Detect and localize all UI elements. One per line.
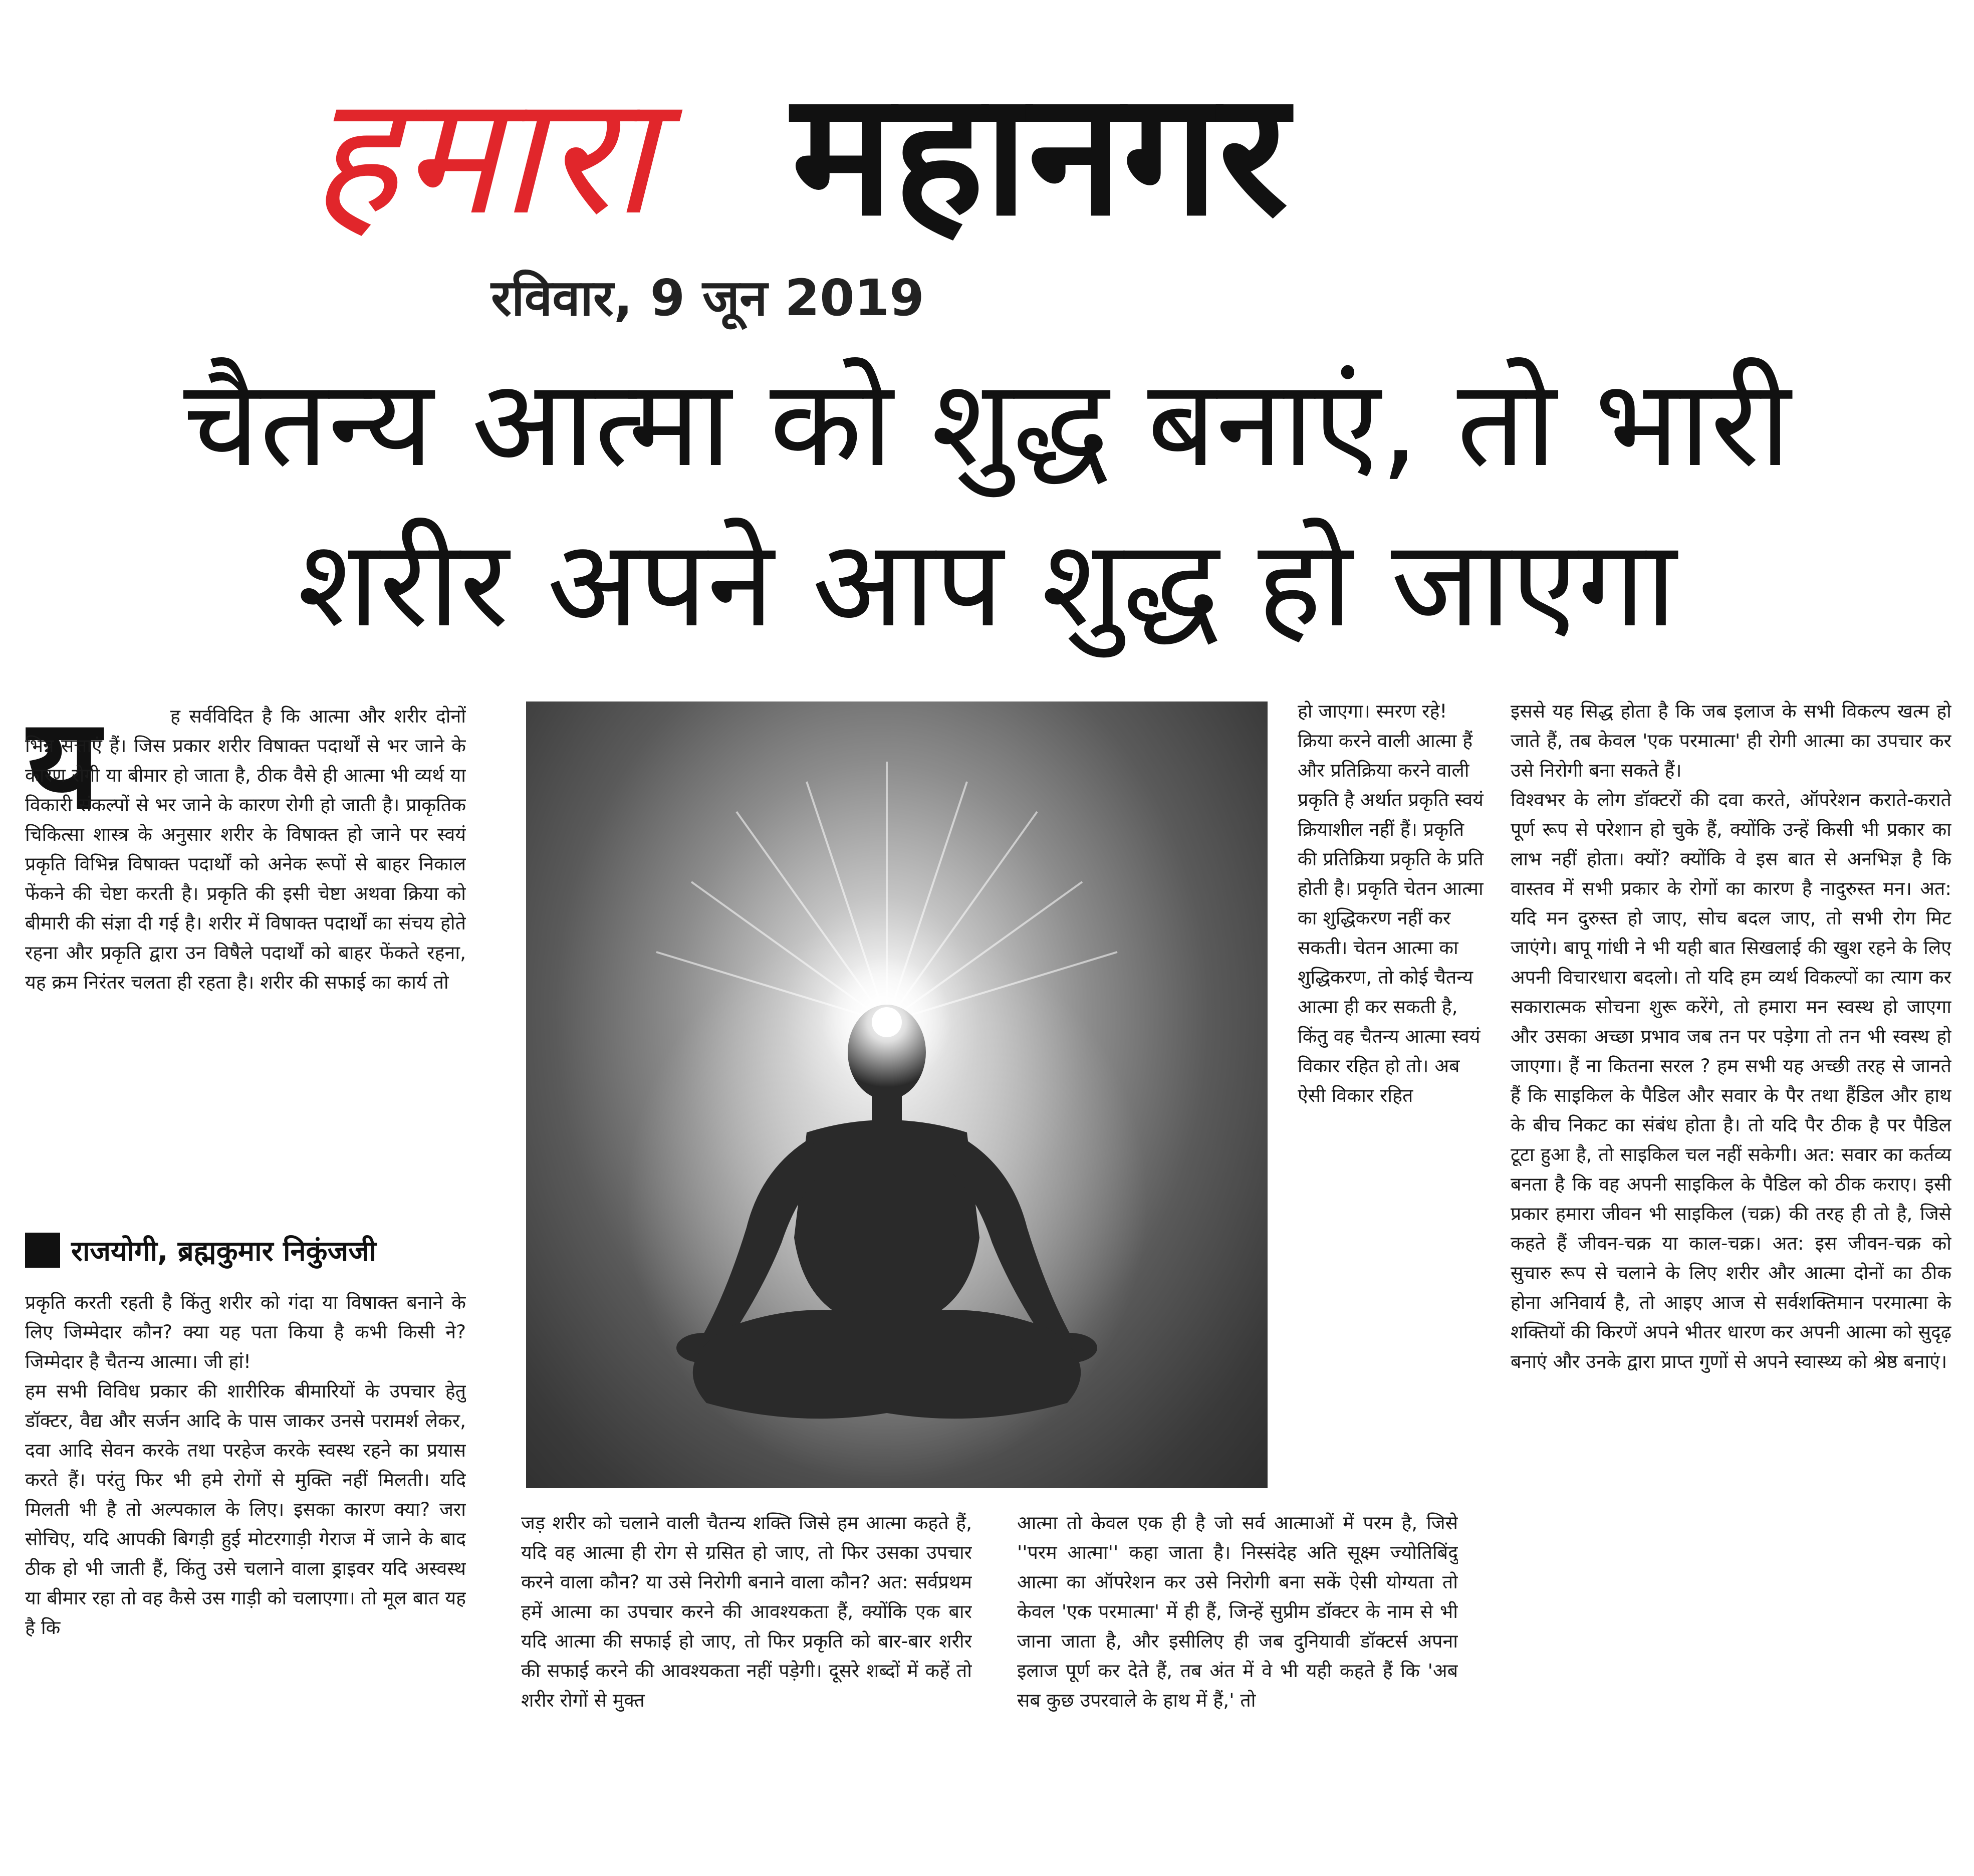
byline-author: राजयोगी, ब्रह्मकुमार निकुंजजी xyxy=(71,1235,377,1268)
article-paragraph: विश्वभर के लोग डॉक्टरों की दवा करते, ऑपरेशन कराते-कराते पूर्ण रूप से परेशान हो चुके हैं, क्योंकि उन्हें किसी भी प्रकार का लाभ नहीं होता। क्यों? क्योंकि वे इस बात से अनभिज्ञ है कि वास्तव में सभी प्रकार के रोगों का कारण है नादुरुस्त मन। अत: यदि मन दुरुस्त हो जाए, सोच बदल जाए, तो सभी रोग मिट जाएंगे। बापू गांधी ने भी यही बात सिखलाई की खुश रहने के लिए अपनी विचारधारा बदलो। तो यदि हम व्यर्थ विकल्पों का त्याग कर सकारात्मक सोचना शुरू करेंगे, तो हमारा मन स्वस्थ हो जाएगा और उसका अच्छा प्रभाव जब तन पर पड़ेगा तो तन भी स्वस्थ हो जाएगा। हैं ना कितना सरल ? हम सभी यह अच्छी तरह से जानते हैं कि साइकिल के पैडिल और सवार के पैर तथा हैंडिल और हाथ के बीच निकट का संबंध होता है। तो यदि पैर ठीक है पर पैडिल टूटा हुआ है, तो साइकिल चल नहीं सकेगी। अत: सवार का कर्तव्य बनता है कि वह अपनी साइकिल के पैडिल को ठीक कराए। इसी प्रकार हमारा जीवन भी साइकिल (चक्र) की तरह ही तो है, जिसे कहते हैं जीवन-चक्र या काल-चक्र। अत: इस जीवन-चक्र को सुचारु रूप से चलाने के लिए शरीर और आत्मा दोनों का ठीक होना अनिवार्य है, तो आइए आज से सर्वशक्तिमान परमात्मा के शक्तियों की किरणें अपने भीतर धारण कर अपनी आत्मा को सुदृढ़ बनाएं और उनके द्वारा प्राप्त गुणों से अपने स्वास्थ्य को श्रेष्ठ बनाएं। xyxy=(1511,789,1951,1372)
article-column-1-top xyxy=(25,691,466,1203)
headline-line-1: चैतन्य आत्मा को शुद्ध बनाएं, तो भारी xyxy=(183,353,1791,494)
byline xyxy=(25,1223,466,1278)
masthead-title-red: हमारा xyxy=(311,59,657,252)
article-column-3-narrow xyxy=(1298,696,1488,1498)
dateline: रविवार, 9 जून 2019 xyxy=(491,269,924,327)
article-paragraph: ह सर्वविदित है कि आत्मा और शरीर दोनों भिन्न सत्ताएं हैं। जिस प्रकार शरीर विषाक्त पदार्थों से भर जाने के कारण रोगी या बीमार हो जाता है, ठीक वैसे ही आत्मा भी व्यर्थ या विकारी संकल्पों से भर जाने के कारण रोगी हो जाती है। प्राकृतिक चिकित्सा शास्त्र के अनुसार शरीर के विषाक्त हो जाने पर स्वयं प्रकृति विभिन्न विषाक्त पदार्थों को अनेक रूपों से बाहर निकाल फेंकने की चेष्टा करती है। प्रकृति की इसी चेष्टा अथवा क्रिया को बीमारी की संज्ञा दी गई है। शरीर में विषाक्त पदार्थों का संचय होते रहना और प्रकृति द्वारा उन विषैले पदार्थों को बाहर फेंकते रहना, यह क्रम निरंतर चलता ही रहता है। शरीर की सफाई का कार्य तो xyxy=(25,705,466,993)
article-paragraph: हम सभी विविध प्रकार की शारीरिक बीमारियों के उपचार हेतु डॉक्टर, वैद्य और सर्जन आदि के पास जाकर उनसे परामर्श लेकर, दवा आदि सेवन करके तथा परहेज करके स्वस्थ रहने का प्रयास करते हैं। परंतु फिर भी हमे रोगों से मुक्ति नहीं मिलती। यदि मिलती भी है तो अल्पकाल के लिए। इसका कारण क्या? जरा सोचिए, यदि आपकी बिगड़ी हुई मोटरगाड़ी गेराज में जाने के बाद ठीक हो भी जाती हैं, किंतु उसे चलाने वाला ड्राइवर यदि अस्वस्थ या बीमार रहा तो वह कैसे उस गाड़ी को चलाएगा। तो मूल बात यह है कि xyxy=(25,1380,466,1638)
article-paragraph: जड़ शरीर को चलाने वाली चैतन्य शक्ति जिसे हम आत्मा कहते हैं, यदि वह आत्मा ही रोग से ग्रसित हो जाए, तो फिर उसका उपचार करने वाला कौन? या उसे निरोगी बनाने वाला कौन? अत: सर्वप्रथम हमें आत्मा का उपचार करने की आवश्यकता हैं, क्योंकि एक बार यदि आत्मा की सफाई हो जाए, तो फिर प्रकृति को बार-बार शरीर की सफाई करने की आवश्यकता नहीं पड़ेगी। दूसरे शब्दों में कहें तो शरीर रोगों से मुक्त xyxy=(521,1512,972,1711)
article-paragraph: प्रकृति करती रहती है किंतु शरीर को गंदा या विषाक्त बनाने के लिए जिम्मेदार कौन? क्या यह पता किया है कभी किसी ने? जिम्मेदार है चैतन्य आत्मा। जी हां! xyxy=(25,1291,466,1372)
headline-line-2: शरीर अपने आप शुद्ध हो जाएगा xyxy=(297,514,1677,654)
meditation-photo xyxy=(526,701,1268,1488)
article-column-4 xyxy=(1511,696,1951,1849)
article-paragraph: आत्मा तो केवल एक ही है जो सर्व आत्माओं में परम है, जिसे ''परम आत्मा'' कहा जाता है। निस्संदेह अति सूक्ष्म ज्योतिबिंदु आत्मा का ऑपरेशन कर उसे निरोगी बना सकें ऐसी योग्यता तो केवल 'एक परमात्मा' में ही हैं, जिन्हें सुप्रीम डॉक्टर के नाम से भी जाना जाता है, और इसीलिए ही जब दुनियावी डॉक्टर्स अपना इलाज पूर्ण कर देते हैं, तब अंत में वे भी यही कहते हैं कि 'अब सब कुछ उपरवाले के हाथ में हैं,' तो xyxy=(1017,1512,1458,1711)
article-column-1-bottom xyxy=(25,1288,466,1844)
article-column-3-bottom xyxy=(1017,1508,1458,1829)
masthead-title-black: महानगर xyxy=(792,55,1289,254)
meditating-figure-icon xyxy=(526,701,1268,1488)
article-paragraph: इससे यह सिद्ध होता है कि जब इलाज के सभी विकल्प खत्म हो जाते हैं, तब केवल 'एक परमात्मा' ही रोगी आत्मा का उपचार कर उसे निरोगी बना सकते हैं। xyxy=(1511,700,1951,781)
byline-square-icon xyxy=(25,1233,60,1268)
article-column-2-bottom xyxy=(521,1508,972,1829)
drop-cap: य xyxy=(28,691,100,837)
article-paragraph: हो जाएगा। स्मरण रहे! क्रिया करने वाली आत्मा हैं और प्रतिक्रिया करने वाली प्रकृति है अर्थात प्रकृति स्वयं क्रियाशील नहीं हैं। प्रकृति की प्रतिक्रिया प्रकृति के प्रति होती है। प्रकृति चेतन आत्मा का शुद्धिकरण नहीं कर सकती। चेतन आत्मा का शुद्धिकरण, तो कोई चैतन्य आत्मा ही कर सकती है, किंतु वह चैतन्य आत्मा स्वयं विकार रहित हो तो। अब ऐसी विकार रहित xyxy=(1298,700,1484,1106)
